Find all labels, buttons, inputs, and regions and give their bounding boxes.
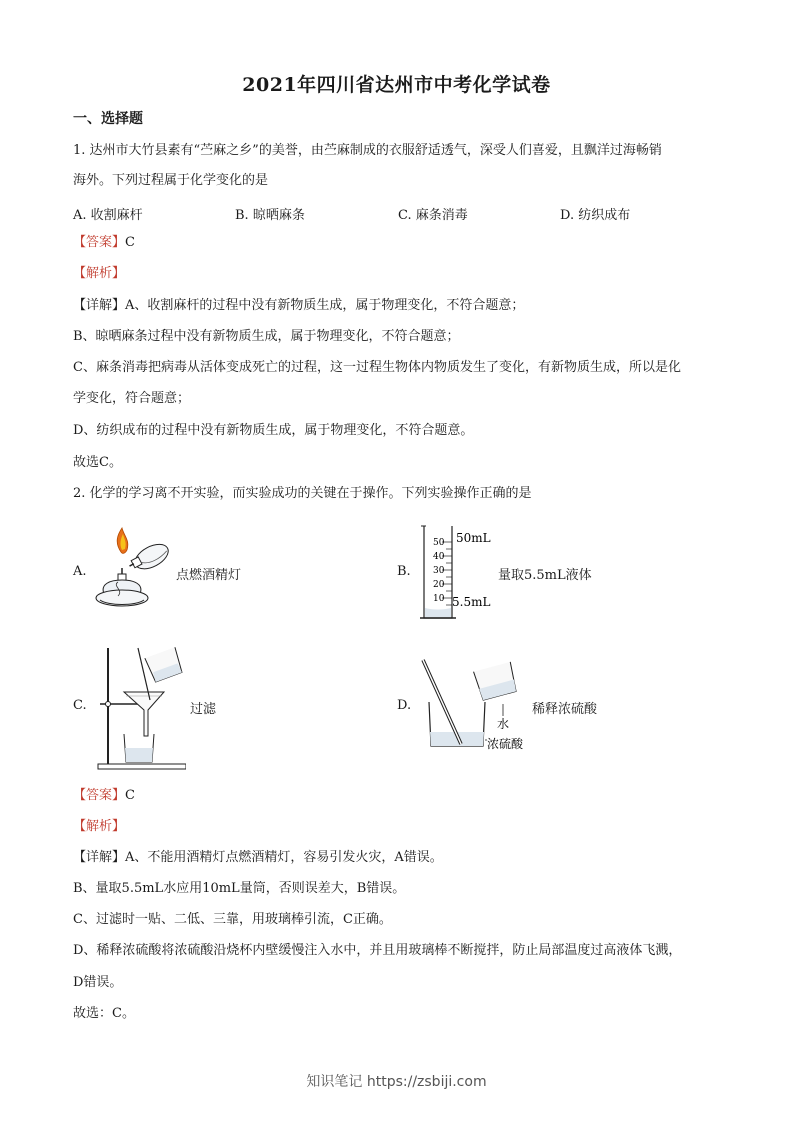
q2-option-c-label: 过滤 xyxy=(190,702,217,717)
q1-detail-c1: C、麻条消毒把病毒从活体变成死亡的过程，这一过程生物体内物质发生了变化，有新物质生成，所以是化 xyxy=(73,360,681,375)
water-label: 水 xyxy=(497,717,510,731)
q2-option-a-label: 点燃酒精灯 xyxy=(176,568,242,583)
q2-stem: 2. 化学的学习离不开实验，而实验成功的关键在于操作。下列实验操作正确的是 xyxy=(73,486,532,501)
q2-detail-a xyxy=(73,850,443,866)
q1-detail-d: D、纺织成布的过程中没有新物质生成，属于物理变化，不符合题意。 xyxy=(73,423,474,438)
q2-option-c-letter: C. xyxy=(73,698,87,713)
q2-option-b-label: 量取5.5mL液体 xyxy=(498,568,592,583)
tick-label-20: 20 xyxy=(433,580,445,590)
q1-analysis-tag: 【解析】 xyxy=(73,266,126,281)
q2-option-d-label: 稀释浓硫酸 xyxy=(532,702,598,717)
q2-answer-line xyxy=(73,788,135,804)
answer-value: C xyxy=(125,235,135,250)
q2-option-d-letter: D. xyxy=(397,698,412,713)
acid-label: 浓硫酸 xyxy=(487,737,524,751)
q2-detail-d1: D、稀释浓硫酸将浓硫酸沿烧杯内壁缓慢注入水中，并且用玻璃棒不断搅拌，防止局部温度过高液体飞溅， xyxy=(73,943,682,958)
q1-detail-a xyxy=(73,298,524,314)
detail-tag: 【详解】 xyxy=(73,850,126,865)
answer-tag: 【答案】 xyxy=(73,235,126,250)
q1-detail-c2: 学变化，符合题意； xyxy=(73,391,191,406)
q1-option-c: C. 麻条消毒 xyxy=(398,208,468,223)
tick-label-30: 30 xyxy=(433,566,445,576)
q2-detail-c: C、过滤时一贴、二低、三靠，用玻璃棒引流，C正确。 xyxy=(73,912,392,927)
page-title: 2021年四川省达州市中考化学试卷 xyxy=(242,74,551,96)
cylinder-capacity-label: 50mL xyxy=(456,531,491,545)
measuring-cylinder-figure xyxy=(412,522,512,624)
q2-option-b-letter: B. xyxy=(397,564,411,579)
q2-detail-d2: D错误。 xyxy=(73,975,123,990)
detail-tag: 【详解】 xyxy=(73,298,126,313)
q2-conclusion: 故选：C。 xyxy=(73,1006,135,1021)
answer-tag: 【答案】 xyxy=(73,788,126,803)
detail-text: A、不能用酒精灯点燃酒精灯，容易引发火灾，A错误。 xyxy=(125,850,443,865)
filtration-figure xyxy=(90,644,186,772)
tick-label-50: 50 xyxy=(433,538,445,548)
q1-answer-line xyxy=(73,235,135,251)
alcohol-lamp-figure xyxy=(88,524,180,616)
q2-analysis-tag: 【解析】 xyxy=(73,819,126,834)
tick-label-10: 10 xyxy=(433,594,445,604)
q1-detail-b: B、晾晒麻条过程中没有新物质生成，属于物理变化，不符合题意； xyxy=(73,329,460,344)
q1-stem-line1: 1. 达州市大竹县素有“苎麻之乡”的美誉，由苎麻制成的衣服舒适透气，深受人们喜爱，且飘洋过海畅销 xyxy=(73,143,662,158)
dilution-figure xyxy=(415,654,535,754)
q2-detail-b: B、量取5.5mL水应用10mL量筒，否则误差大，B错误。 xyxy=(73,881,406,896)
footer-watermark: 知识笔记 https://zsbiji.com xyxy=(306,1074,487,1090)
detail-text: A、收割麻杆的过程中没有新物质生成，属于物理变化，不符合题意； xyxy=(125,298,525,313)
tick-label-40: 40 xyxy=(433,552,445,562)
q1-conclusion: 故选C。 xyxy=(73,455,122,470)
cylinder-volume-label: 5.5mL xyxy=(452,595,491,609)
section-heading: 一、选择题 xyxy=(73,111,143,127)
q1-option-b: B. 晾晒麻条 xyxy=(235,208,305,223)
q1-stem-line2: 海外。下列过程属于化学变化的是 xyxy=(73,173,269,188)
q1-option-a: A. 收割麻杆 xyxy=(73,208,143,223)
q2-option-a-letter: A. xyxy=(73,564,87,579)
q1-option-d: D. 纺织成布 xyxy=(560,208,631,223)
answer-value: C xyxy=(125,788,135,803)
